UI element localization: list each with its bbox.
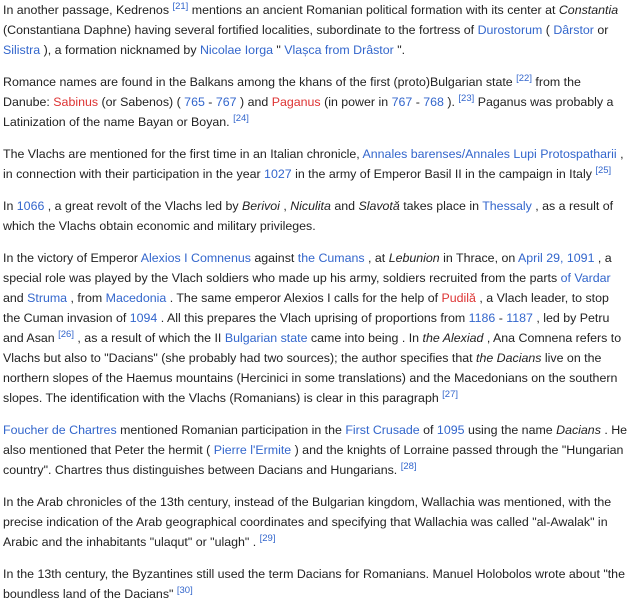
italic-text: Constantia xyxy=(558,3,619,17)
text: (Constantiana Daphne) having several fortified localities, subordinate to the fortress of xyxy=(3,23,478,37)
text: - xyxy=(412,95,424,109)
italic-text: the Alexiad xyxy=(422,331,484,345)
wiki-link[interactable]: of Vardar xyxy=(560,271,611,285)
text: in the army of Emperor Basil II in the campaign in Italy xyxy=(291,167,596,181)
wiki-link[interactable]: 1187 xyxy=(506,311,533,325)
text: against xyxy=(250,251,298,265)
wiki-link[interactable]: 1027 xyxy=(264,167,292,181)
citation-ref-link[interactable]: [25] xyxy=(595,164,612,176)
wiki-link[interactable]: Nicolae Iorga xyxy=(199,43,273,57)
wiki-link[interactable]: 1186 xyxy=(468,311,496,325)
italic-text: Slavotă xyxy=(358,199,400,213)
text: , a great revolt of the Vlachs led by xyxy=(44,199,243,213)
text: (in power in xyxy=(320,95,392,109)
wiki-link[interactable]: Foucher de Chartres xyxy=(3,423,117,437)
text: In the victory of Emperor xyxy=(3,251,141,265)
italic-text: Niculita xyxy=(290,199,331,213)
text: - xyxy=(204,95,216,109)
italic-text: Lebunion xyxy=(388,251,440,265)
wiki-link[interactable]: 767 xyxy=(215,95,237,109)
wiki-link[interactable]: Struma xyxy=(27,291,68,305)
text: , from xyxy=(67,291,106,305)
text: and xyxy=(330,199,359,213)
paragraph xyxy=(3,420,628,480)
text: takes place in xyxy=(399,199,483,213)
text: or xyxy=(593,23,609,37)
text: , xyxy=(279,199,291,213)
text: ". xyxy=(393,43,406,57)
wiki-link[interactable]: Vlașca from Drâstor xyxy=(284,43,394,57)
text: , a special role was played by the Vlach soldiers who made up his army, soldiers recruited from the parts xyxy=(3,251,612,285)
text: The Vlachs are mentioned for the first time in an Italian chronicle, xyxy=(3,147,363,161)
wiki-link[interactable]: the Cumans xyxy=(297,251,365,265)
text: In the Arab chronicles of the 13th century, instead of the Bulgarian kingdom, Wallachia was mentioned, with the precise indication of the Arab geographical coordinates and specifying that Wallachia was called "al-Awalak" in Arabic and the inhabitants "ulaqut" or "ulagh" . xyxy=(3,495,612,549)
wiki-link[interactable]: Bulgarian state xyxy=(224,331,308,345)
text: mentioned Romanian participation in the xyxy=(116,423,346,437)
wiki-link[interactable]: April 29, 1091 xyxy=(518,251,595,265)
text: , at xyxy=(364,251,389,265)
citation-ref-link[interactable]: [24] xyxy=(233,112,249,124)
text: - xyxy=(495,311,507,325)
text: In another passage, Kedrenos xyxy=(3,3,173,17)
wiki-link[interactable]: Durostorum xyxy=(477,23,543,37)
missing-article-link[interactable]: Pudilă xyxy=(441,291,476,305)
wiki-link[interactable]: Silistra xyxy=(3,43,41,57)
text: . He also mentioned that Peter the hermit ( xyxy=(3,423,628,457)
italic-text: Berivoi xyxy=(242,199,280,213)
text: , in connection with their participation in the year xyxy=(3,147,624,181)
italic-text: the Dacians xyxy=(476,351,542,365)
text: Romance names are found in the Balkans among the khans of the first (proto)Bulgarian state xyxy=(3,75,517,89)
text: (or Sabenos) ( xyxy=(98,95,185,109)
paragraph xyxy=(3,196,628,236)
text: using the name xyxy=(464,423,557,437)
citation-ref-link[interactable]: [21] xyxy=(172,0,189,12)
citation-ref-link[interactable]: [23] xyxy=(458,92,475,104)
italic-text: Dacians xyxy=(556,423,601,437)
wiki-link[interactable]: Macedonia xyxy=(105,291,167,305)
wiki-link[interactable]: Pierre l'Ermite xyxy=(213,443,292,457)
missing-article-link[interactable]: Sabinus xyxy=(53,95,99,109)
missing-article-link[interactable]: Paganus xyxy=(271,95,321,109)
text: from the Danube: xyxy=(3,75,581,109)
citation-ref-link[interactable]: [28] xyxy=(400,460,417,472)
wiki-link[interactable]: Annales barenses/Annales Lupi Protospatharii xyxy=(362,147,617,161)
text: ), a formation nicknamed by xyxy=(40,43,200,57)
citation-ref-link[interactable]: [30] xyxy=(176,584,193,596)
text: ( xyxy=(542,23,554,37)
text: live on the northern slopes of the Haemus mountains (Hercinici in some translations) and the Macedonians on the southern slopes. The identification with the Vlachs (Romanians) is clear in this paragraph xyxy=(3,351,618,405)
paragraph xyxy=(3,144,628,184)
wiki-link[interactable]: Dârstor xyxy=(553,23,594,37)
text: ) and the knights of Lorraine passed through the "Hungarian country". Chartres thus distinguishes between Dacians and Hungarians. xyxy=(3,443,624,477)
paragraph xyxy=(3,248,628,408)
wiki-link[interactable]: 1095 xyxy=(436,423,465,437)
text: Paganus was probably a Latinization of the name Bayan or Boyan. xyxy=(3,95,614,129)
wiki-link[interactable]: 1066 xyxy=(16,199,45,213)
text: in Thrace, on xyxy=(439,251,518,265)
text: of xyxy=(419,423,437,437)
wiki-link[interactable]: Alexios I Comnenus xyxy=(140,251,251,265)
citation-ref-link[interactable]: [27] xyxy=(442,388,459,400)
text: and xyxy=(3,291,28,305)
text: , as a result of which the II xyxy=(73,331,225,345)
text: , Ana Comnena refers to Vlachs but also to "Dacians" (she probably had two sources); the author specifies that xyxy=(3,331,622,365)
text: came into being . In xyxy=(307,331,423,345)
paragraph xyxy=(3,564,628,604)
text: ) and xyxy=(236,95,272,109)
text: In the 13th century, the Byzantines still used the term Dacians for Romanians. Manuel Holobolos wrote about "the boundless land of the Dacians" xyxy=(3,567,625,601)
text: ). xyxy=(443,95,459,109)
text: " xyxy=(272,43,285,57)
text: mentions an ancient Romanian political formation with its center at xyxy=(188,3,559,17)
text: , led by Petru and Asan xyxy=(3,311,610,345)
text: , as a result of which the Vlachs obtain economic and military privileges. xyxy=(3,199,614,233)
paragraph xyxy=(3,492,628,552)
text: In xyxy=(3,199,17,213)
paragraph xyxy=(3,0,628,60)
wiki-link[interactable]: First Crusade xyxy=(345,423,420,437)
text: . The same emperor Alexios I calls for the help of xyxy=(166,291,442,305)
citation-ref-link[interactable]: [29] xyxy=(259,532,276,544)
citation-ref-link[interactable]: [22] xyxy=(516,72,532,84)
text: . All this prepares the Vlach uprising of proportions from xyxy=(157,311,469,325)
wiki-link[interactable]: Thessaly xyxy=(482,199,532,213)
text: , a Vlach leader, to stop the Cuman invasion of xyxy=(3,291,609,325)
citation-ref-link[interactable]: [26] xyxy=(58,328,74,340)
paragraph xyxy=(3,72,628,132)
wiki-link[interactable]: 767 xyxy=(391,95,413,109)
wiki-link[interactable]: 1094 xyxy=(129,311,158,325)
wiki-link[interactable]: 765 xyxy=(184,95,205,109)
wiki-link[interactable]: 768 xyxy=(423,95,444,109)
